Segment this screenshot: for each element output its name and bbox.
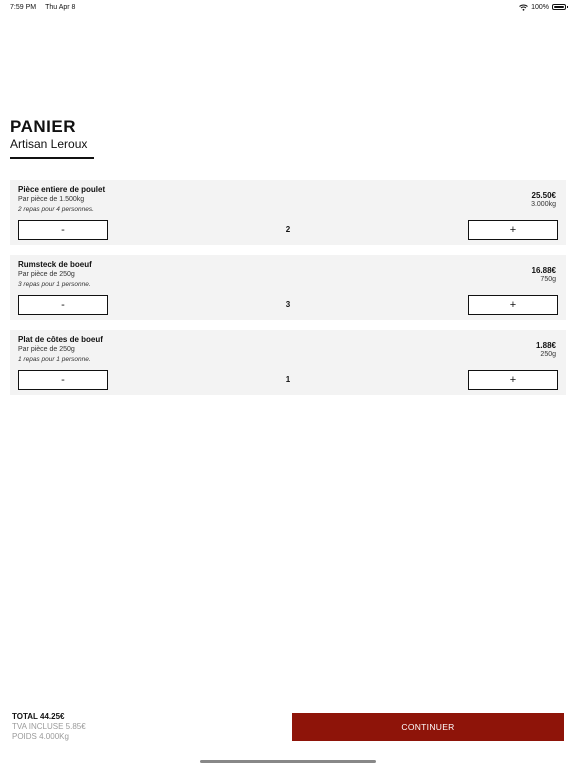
total-weight: POIDS 4.000Kg <box>12 732 69 741</box>
continue-button[interactable]: CONTINUER <box>292 713 564 741</box>
cart-list <box>10 180 566 405</box>
item-weight: 3.000kg <box>531 201 556 208</box>
status-left <box>10 4 75 11</box>
item-name: Rumsteck de boeuf <box>18 260 92 269</box>
battery-percent: 100% <box>531 3 549 11</box>
status-bar <box>0 0 576 14</box>
increase-quantity-button[interactable]: + <box>468 370 558 390</box>
item-portion: 1 repas pour 1 personne. <box>18 356 91 363</box>
item-weight: 250g <box>540 351 556 358</box>
total-amount: TOTAL 44.25€ <box>12 712 65 721</box>
item-price: 1.88€ <box>535 341 556 350</box>
cart-item <box>10 330 566 395</box>
cart-item <box>10 255 566 320</box>
page-subtitle: Artisan Leroux <box>10 137 88 151</box>
item-unit: Par pièce de 1.500kg <box>18 196 85 203</box>
item-price: 25.50€ <box>531 191 556 200</box>
cart-item <box>10 180 566 245</box>
decrease-quantity-button[interactable]: - <box>18 220 108 240</box>
page-header <box>10 117 94 159</box>
status-time: 7:59 PM <box>10 3 37 11</box>
item-unit: Par pièce de 250g <box>18 271 75 278</box>
title-underline <box>10 157 94 159</box>
item-weight: 750g <box>540 276 556 283</box>
item-portion: 2 repas pour 4 personnes. <box>18 206 94 213</box>
item-quantity: 1 <box>285 375 291 384</box>
item-quantity: 2 <box>285 225 291 234</box>
item-name: Plat de côtes de boeuf <box>18 335 103 344</box>
item-quantity: 3 <box>285 300 291 309</box>
item-portion: 3 repas pour 1 personne. <box>18 281 91 288</box>
order-summary <box>12 712 86 742</box>
decrease-quantity-button[interactable]: - <box>18 370 108 390</box>
battery-icon <box>552 4 566 10</box>
page-title: PANIER <box>10 117 76 136</box>
home-indicator[interactable] <box>200 760 376 763</box>
increase-quantity-button[interactable]: + <box>468 220 558 240</box>
item-name: Pièce entiere de poulet <box>18 185 106 194</box>
increase-quantity-button[interactable]: + <box>468 295 558 315</box>
decrease-quantity-button[interactable]: - <box>18 295 108 315</box>
status-right <box>519 4 566 11</box>
item-price: 16.88€ <box>531 266 556 275</box>
vat-amount: TVA INCLUSE 5.85€ <box>12 722 86 731</box>
item-unit: Par pièce de 250g <box>18 346 75 353</box>
wifi-icon <box>519 4 528 11</box>
status-date: Thu Apr 8 <box>45 3 76 11</box>
